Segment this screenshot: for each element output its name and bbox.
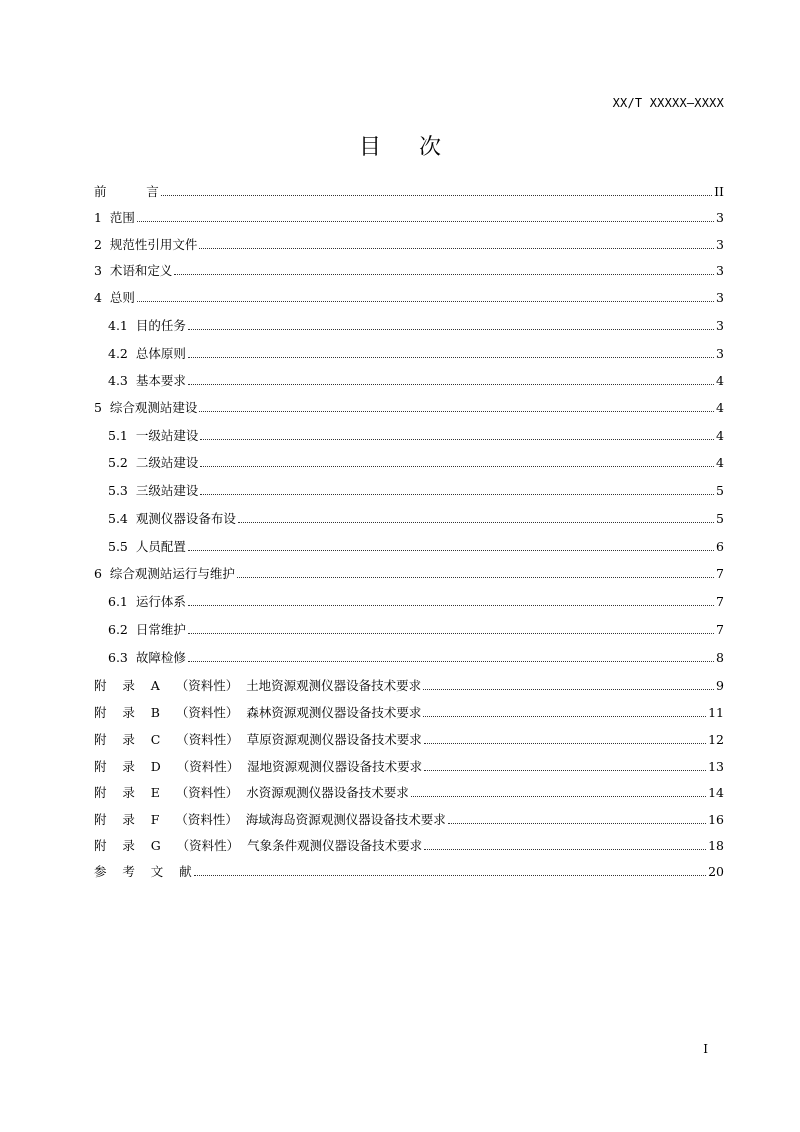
toc-entry-page: 11: [708, 705, 724, 720]
toc-leader-dots: [237, 577, 714, 578]
toc-entry[interactable]: [94, 394, 724, 416]
toc-entry-page: 8: [716, 650, 724, 665]
toc-entry-label: 4.3 基本要求: [108, 373, 186, 388]
toc-entry[interactable]: [94, 753, 724, 775]
toc-entry-label: 附 录 E （资料性） 水资源观测仪器设备技术要求: [94, 785, 409, 800]
toc-entry-page: 4: [716, 455, 724, 470]
toc-leader-dots: [137, 221, 714, 222]
toc-entry[interactable]: [108, 477, 724, 499]
toc-entry[interactable]: [108, 533, 724, 555]
toc-leader-dots: [199, 411, 714, 412]
toc-entry-page: 3: [716, 210, 724, 225]
toc-entry[interactable]: [108, 644, 724, 666]
toc-entry[interactable]: [94, 231, 724, 253]
page-number: I: [703, 1042, 708, 1056]
toc-entry-page: 3: [716, 318, 724, 333]
toc-entry-page: 3: [716, 237, 724, 252]
toc-entry[interactable]: [94, 672, 724, 694]
toc-leader-dots: [423, 716, 706, 717]
toc-leader-dots: [194, 875, 706, 876]
toc-entry-page: 4: [716, 428, 724, 443]
toc-leader-dots: [188, 550, 714, 551]
toc-entry-label: 2 规范性引用文件: [94, 237, 198, 252]
toc-leader-dots: [411, 796, 706, 797]
toc-entry[interactable]: [108, 616, 724, 638]
toc-entry-page: 18: [708, 838, 724, 853]
toc-entry[interactable]: [94, 284, 724, 306]
toc-leader-dots: [424, 770, 706, 771]
toc-entry[interactable]: [108, 588, 724, 610]
toc-leader-dots: [188, 633, 714, 634]
toc-title-part1: 目: [358, 135, 381, 160]
toc-entry-label: 4.1 目的任务: [108, 318, 186, 333]
toc-entry[interactable]: [108, 367, 724, 389]
toc-entry-label: 参 考 文 献: [94, 864, 192, 879]
toc-entry-page: 4: [716, 400, 724, 415]
toc-entry-page: 14: [708, 785, 724, 800]
toc-entry[interactable]: [108, 449, 724, 471]
toc-entry-label: 5.3 三级站建设: [108, 483, 199, 498]
toc-entry-label: 5.2 二级站建设: [108, 455, 199, 470]
toc-entry[interactable]: [94, 699, 724, 721]
toc-entry[interactable]: [108, 422, 724, 444]
toc-entry[interactable]: [94, 726, 724, 748]
toc-entry-label: 附 录 F （资料性） 海域海岛资源观测仪器设备技术要求: [94, 812, 446, 827]
toc-entry-label: 6.2 日常维护: [108, 622, 186, 637]
toc-entry-label: 4 总则: [94, 290, 135, 305]
toc-entry-page: 3: [716, 263, 724, 278]
toc-leader-dots: [188, 329, 714, 330]
toc-leader-dots: [161, 195, 712, 196]
toc-entry[interactable]: [94, 858, 724, 880]
toc-entry-page: 7: [716, 594, 724, 609]
toc-entry-page: 5: [716, 511, 724, 526]
toc-entry-label: 6 综合观测站运行与维护: [94, 566, 235, 581]
toc-leader-dots: [174, 274, 714, 275]
toc-entry-label: 附 录 A （资料性） 土地资源观测仪器设备技术要求: [94, 678, 422, 693]
toc-entry-page: 16: [708, 812, 724, 827]
toc-entry-page: 7: [716, 566, 724, 581]
toc-leader-dots: [200, 439, 714, 440]
toc-leader-dots: [448, 823, 706, 824]
toc-title: [0, 130, 800, 161]
toc-entry-page: 13: [708, 759, 724, 774]
toc-entry[interactable]: [108, 312, 724, 334]
toc-entry[interactable]: [108, 340, 724, 362]
toc-entry-label: 附 录 D （资料性） 湿地资源观测仪器设备技术要求: [94, 759, 423, 774]
toc-leader-dots: [199, 248, 714, 249]
toc-entry-page: 7: [716, 622, 724, 637]
toc-entry-page: 3: [716, 346, 724, 361]
toc-leader-dots: [200, 466, 714, 467]
toc-entry-label: 5.1 一级站建设: [108, 428, 199, 443]
toc-entry-page: 3: [716, 290, 724, 305]
toc-entry-page: 20: [708, 864, 724, 879]
document-code: XX/T XXXXX—XXXX: [612, 96, 724, 110]
toc-leader-dots: [188, 384, 714, 385]
toc-entry[interactable]: [94, 178, 724, 200]
toc-entry-label: 5.4 观测仪器设备布设: [108, 511, 236, 526]
toc-leader-dots: [137, 301, 714, 302]
toc-entry[interactable]: [94, 560, 724, 582]
toc-entry-label: 3 术语和定义: [94, 263, 173, 278]
toc-entry-page: 9: [716, 678, 724, 693]
toc-entry-label: 5.5 人员配置: [108, 539, 186, 554]
toc-entry-label: 1 范围: [94, 210, 135, 225]
toc-entry[interactable]: [94, 779, 724, 801]
toc-entry-page: 5: [716, 483, 724, 498]
toc-entry-page: II: [714, 184, 724, 199]
toc-entry-label: 5 综合观测站建设: [94, 400, 198, 415]
toc-entry-label: 6.1 运行体系: [108, 594, 186, 609]
toc-leader-dots: [424, 743, 706, 744]
toc-entry-label: 附 录 B （资料性） 森林资源观测仪器设备技术要求: [94, 705, 422, 720]
toc-entry-page: 4: [716, 373, 724, 388]
toc-title-part2: 次: [419, 135, 442, 160]
toc-leader-dots: [424, 849, 706, 850]
toc-entry-page: 12: [708, 732, 724, 747]
toc-entry[interactable]: [94, 806, 724, 828]
toc-leader-dots: [423, 689, 714, 690]
toc-entry-label: 附 录 C （资料性） 草原资源观测仪器设备技术要求: [94, 732, 422, 747]
toc-leader-dots: [188, 661, 714, 662]
toc-entry-label: 附 录 G （资料性） 气象条件观测仪器设备技术要求: [94, 838, 423, 853]
toc-entry-label: 4.2 总体原则: [108, 346, 186, 361]
toc-leader-dots: [188, 357, 714, 358]
toc-leader-dots: [188, 605, 714, 606]
toc-entry-page: 6: [716, 539, 724, 554]
toc-entry[interactable]: [94, 832, 724, 854]
toc-leader-dots: [200, 494, 714, 495]
toc-entry-label: 6.3 故障检修: [108, 650, 186, 665]
toc-entry-label: 前 言: [94, 184, 159, 199]
toc-entry[interactable]: [94, 257, 724, 279]
toc-entry[interactable]: [108, 505, 724, 527]
toc-leader-dots: [238, 522, 714, 523]
toc-entry[interactable]: [94, 204, 724, 226]
